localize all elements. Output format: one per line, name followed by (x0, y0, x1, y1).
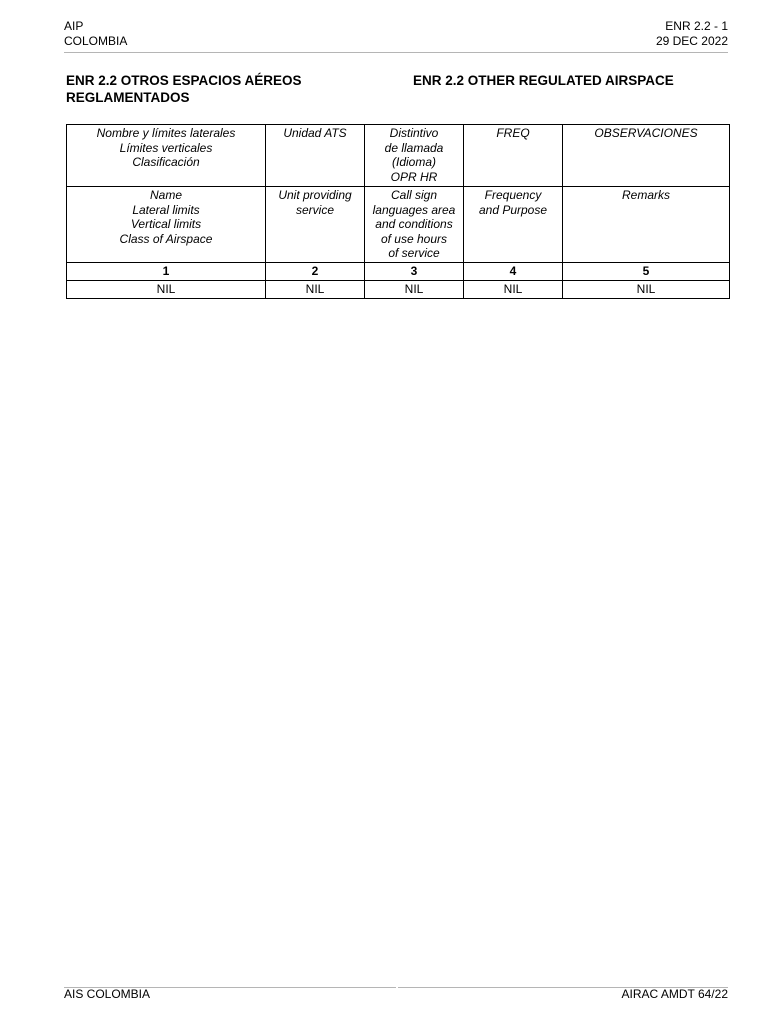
header-cell-line: Vertical limits (130, 217, 202, 232)
section-title-spanish (66, 72, 366, 106)
page-header-left (64, 19, 127, 49)
header-cell-line: of service (388, 246, 440, 261)
table-header-row-english (67, 187, 730, 263)
column-number: 3 (365, 263, 464, 281)
header-cell (464, 125, 563, 187)
header-cell (464, 187, 563, 263)
column-number: 4 (464, 263, 563, 281)
header-divider (64, 52, 728, 53)
column-number: 1 (67, 263, 266, 281)
header-cell-line: Nombre y límites laterales (96, 126, 236, 140)
header-cell (266, 125, 365, 187)
header-cell (563, 125, 730, 187)
header-cell-line: (Idioma) (391, 155, 436, 170)
header-cell-line: and Purpose (478, 202, 548, 217)
column-number-row (67, 263, 730, 281)
header-cell-line: Remarks (621, 188, 670, 202)
header-cell-line: OBSERVACIONES (594, 126, 698, 140)
header-cell (563, 187, 730, 263)
header-cell-line: languages area (372, 202, 456, 217)
header-cell-line: Name (149, 188, 182, 202)
header-cell-line: Distintivo (389, 126, 439, 140)
header-cell-line: Class of Airspace (119, 231, 213, 246)
table-cell: NIL (464, 281, 563, 299)
header-cell (67, 187, 266, 263)
table-row (67, 281, 730, 299)
header-date: 29 DEC 2022 (655, 34, 728, 48)
footer-publisher: AIS COLOMBIA (64, 987, 151, 1001)
header-cell (365, 125, 464, 187)
header-cell-line: de llamada (384, 140, 444, 155)
footer-amendment: AIRAC AMDT 64/22 (621, 987, 728, 1001)
header-cell-line: of use hours (380, 231, 448, 246)
title-es-line: ENR 2.2 OTROS ESPACIOS AÉREOS (66, 73, 302, 88)
header-cell (266, 187, 365, 263)
table-cell: NIL (563, 281, 730, 299)
column-number: 5 (563, 263, 730, 281)
table-header-row-spanish (67, 125, 730, 187)
header-cell-line: Clasificación (132, 155, 200, 170)
regulated-airspace-table (66, 124, 730, 299)
column-number: 2 (266, 263, 365, 281)
header-cell-line: FREQ (496, 126, 530, 140)
header-cell (67, 125, 266, 187)
header-cell-line: and conditions (375, 217, 453, 232)
header-section-page: ENR 2.2 - 1 (665, 19, 728, 33)
table-cell: NIL (365, 281, 464, 299)
title-es-line: REGLAMENTADOS (66, 90, 190, 105)
table-cell: NIL (266, 281, 365, 299)
header-country: COLOMBIA (64, 34, 128, 48)
section-title-english: ENR 2.2 OTHER REGULATED AIRSPACE (413, 73, 674, 88)
header-cell-line: Límites verticales (119, 140, 213, 155)
header-cell (365, 187, 464, 263)
header-cell-line: Call sign (390, 188, 438, 202)
header-cell-line: Unidad ATS (283, 126, 347, 140)
header-cell-line: Unit providing (278, 188, 352, 202)
table-cell: NIL (67, 281, 266, 299)
header-cell-line: Frequency (484, 188, 542, 202)
page-header-right (656, 19, 728, 49)
header-cell-line: Lateral limits (132, 202, 200, 217)
header-cell-line: OPR HR (390, 169, 438, 184)
header-publication: AIP (64, 19, 84, 33)
header-cell-line: service (295, 202, 334, 217)
